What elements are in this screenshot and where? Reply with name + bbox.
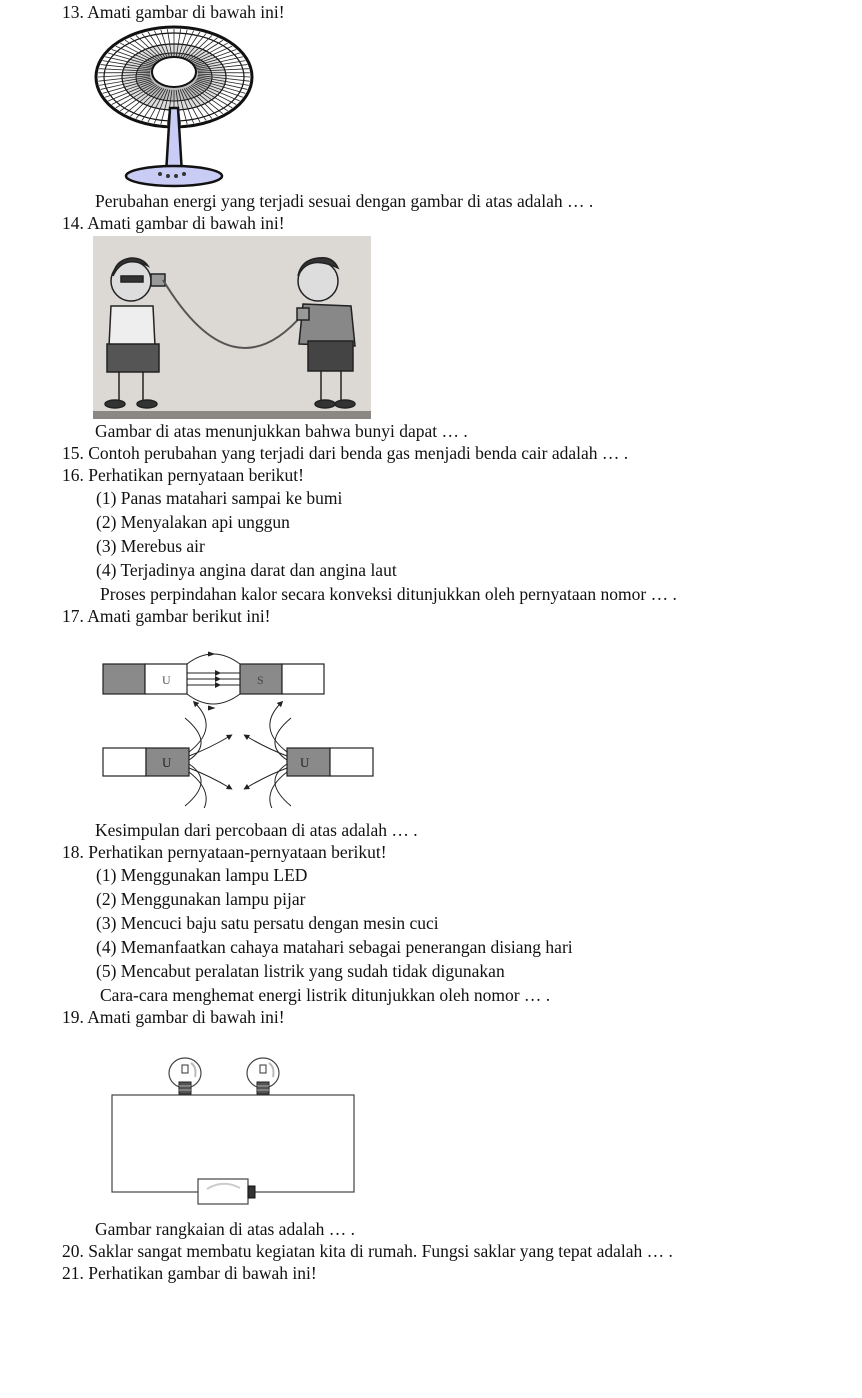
field-lines-attract [187, 652, 240, 710]
magnet-label: U [162, 673, 171, 687]
tin-can-telephone-photo [93, 236, 371, 419]
question-15 [62, 443, 628, 463]
question-prompt: Perhatikan pernyataan berikut! [88, 465, 304, 485]
statement-item: (1) Panas matahari sampai ke bumi [96, 488, 343, 508]
question-18-follow-up: Cara-cara menghemat energi listrik ditunjukkan oleh nomor … . [100, 985, 551, 1005]
magnet-bottom-left [103, 748, 189, 776]
statement-item: (5) Mencabut peralatan listrik yang sudah tidak digunakan [96, 961, 505, 981]
question-prompt: Perhatikan gambar di bawah ini! [88, 1263, 317, 1283]
question-prompt: Perhatikan pernyataan-pernyataan berikut! [88, 842, 387, 862]
question-13 [62, 2, 285, 22]
question-number: 18. [62, 842, 84, 862]
battery-icon [198, 1179, 255, 1204]
magnet-top-right [240, 664, 324, 694]
statement-item: (1) Menggunakan lampu LED [96, 865, 308, 885]
field-lines-repel [185, 703, 291, 808]
statement-item: (2) Menyalakan api unggun [96, 512, 290, 532]
question-18 [62, 842, 387, 862]
question-prompt: Amati gambar di bawah ini! [87, 1007, 285, 1027]
lamp-icon [247, 1058, 279, 1094]
statement-item: (2) Menggunakan lampu pijar [96, 889, 306, 909]
question-prompt: Saklar sangat membatu kegiatan kita di rumah. Fungsi saklar yang tepat adalah … . [88, 1241, 673, 1261]
question-number: 20. [62, 1241, 84, 1261]
series-circuit-diagram [105, 1055, 360, 1205]
question-19 [62, 1007, 285, 1027]
question-21 [62, 1263, 317, 1283]
statement-item: (3) Mencuci baju satu persatu dengan mesin cuci [96, 913, 439, 933]
magnet-field-diagram [100, 648, 380, 808]
standing-fan-figure [92, 24, 262, 189]
question-16-follow-up: Proses perpindahan kalor secara konveksi ditunjukkan oleh pernyataan nomor … . [100, 584, 677, 604]
question-number: 21. [62, 1263, 84, 1283]
question-17-follow-up: Kesimpulan dari percobaan di atas adalah … . [95, 820, 418, 840]
fan-icon [96, 27, 252, 186]
question-19-follow-up: Gambar rangkaian di atas adalah … . [95, 1219, 355, 1239]
question-16 [62, 465, 304, 485]
question-prompt: Amati gambar di bawah ini! [87, 213, 285, 233]
question-20 [62, 1241, 673, 1261]
question-prompt: Contoh perubahan yang terjadi dari benda gas menjadi benda cair adalah … . [88, 443, 629, 463]
magnet-label: S [257, 673, 264, 687]
question-17 [62, 606, 271, 626]
question-number: 17. [62, 606, 84, 626]
question-number: 16. [62, 465, 84, 485]
question-number: 19. [62, 1007, 84, 1027]
statement-item: (4) Memanfaatkan cahaya matahari sebagai penerangan disiang hari [96, 937, 573, 957]
magnet-top-left [103, 664, 187, 694]
statement-item: (3) Merebus air [96, 536, 205, 556]
magnet-label: U [162, 755, 172, 770]
question-number: 14. [62, 213, 84, 233]
question-number: 13. [62, 2, 84, 22]
circuit-wire [112, 1095, 354, 1192]
question-14-follow-up: Gambar di atas menunjukkan bahwa bunyi dapat … . [95, 421, 468, 441]
question-13-follow-up: Perubahan energi yang terjadi sesuai dengan gambar di atas adalah … . [95, 191, 594, 211]
statement-item: (4) Terjadinya angina darat dan angina laut [96, 560, 397, 580]
question-14 [62, 213, 285, 233]
magnet-label: U [300, 755, 310, 770]
question-prompt: Amati gambar di bawah ini! [87, 2, 285, 22]
lamp-icon [169, 1058, 201, 1094]
question-number: 15. [62, 443, 84, 463]
question-prompt: Amati gambar berikut ini! [87, 606, 271, 626]
